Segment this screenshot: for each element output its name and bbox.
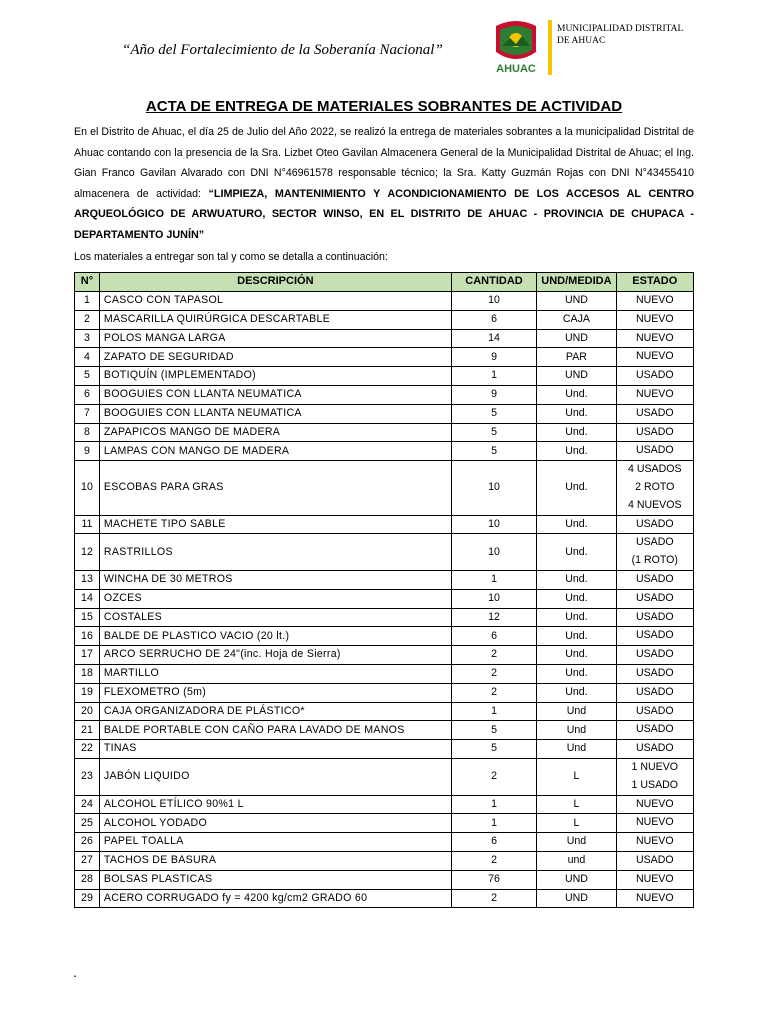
row-status — [616, 461, 693, 515]
row-quantity: 10 — [451, 589, 537, 608]
row-description: MARTILLO — [99, 664, 451, 683]
row-number: 12 — [75, 534, 100, 571]
logo-divider — [548, 20, 552, 75]
status-line: USADO — [635, 591, 674, 604]
row-description: TINAS — [99, 740, 451, 759]
row-status — [616, 664, 693, 683]
status-line: NUEVO — [635, 312, 674, 325]
row-number: 20 — [75, 702, 100, 721]
status-line: USADO — [635, 704, 674, 717]
header-number: N° — [75, 273, 100, 292]
status-line: NUEVO — [635, 350, 674, 363]
row-description: MACHETE TIPO SABLE — [99, 515, 451, 534]
row-quantity: 2 — [451, 758, 537, 795]
row-number: 27 — [75, 851, 100, 870]
row-quantity: 9 — [451, 348, 537, 367]
row-unit: Und. — [537, 608, 616, 627]
table-row — [75, 758, 694, 795]
row-description: POLOS MANGA LARGA — [99, 329, 451, 348]
status-line: USADO — [635, 629, 674, 642]
row-quantity: 76 — [451, 870, 537, 889]
table-row — [75, 889, 694, 908]
row-status — [616, 589, 693, 608]
status-line: USADO — [635, 444, 674, 457]
row-description: BALDE DE PLASTICO VACIO (20 lt.) — [99, 627, 451, 646]
row-quantity: 5 — [451, 404, 537, 423]
row-description: WINCHA DE 30 METROS — [99, 570, 451, 589]
logo-text: AHUAC — [496, 63, 536, 75]
status-line: NUEVO — [635, 797, 674, 810]
row-description: CAJA ORGANIZADORA DE PLÁSTICO* — [99, 702, 451, 721]
row-unit: Und. — [537, 515, 616, 534]
header-quantity: CANTIDAD — [451, 273, 537, 292]
row-number: 3 — [75, 329, 100, 348]
row-number: 1 — [75, 292, 100, 311]
row-unit: CAJA — [537, 310, 616, 329]
row-number: 19 — [75, 683, 100, 702]
status-line: 1 NUEVO — [631, 760, 679, 773]
row-unit: Und. — [537, 664, 616, 683]
row-quantity: 1 — [451, 702, 537, 721]
row-quantity: 2 — [451, 683, 537, 702]
row-description: BALDE PORTABLE CON CAÑO PARA LAVADO DE MANOS — [99, 721, 451, 740]
table-row — [75, 367, 694, 386]
row-status — [616, 442, 693, 461]
header-unit: UND/MEDIDA — [537, 273, 616, 292]
row-description: BOOGUIES CON LLANTA NEUMATICA — [99, 385, 451, 404]
table-row — [75, 515, 694, 534]
table-row — [75, 870, 694, 889]
status-line: USADO — [635, 369, 674, 382]
row-quantity: 1 — [451, 367, 537, 386]
row-number: 16 — [75, 627, 100, 646]
table-row — [75, 329, 694, 348]
row-number: 7 — [75, 404, 100, 423]
row-description: CASCO CON TAPASOL — [99, 292, 451, 311]
table-row — [75, 310, 694, 329]
row-unit: L — [537, 814, 616, 833]
table-row — [75, 404, 694, 423]
row-quantity: 2 — [451, 851, 537, 870]
row-number: 9 — [75, 442, 100, 461]
table-row — [75, 664, 694, 683]
row-status — [616, 385, 693, 404]
status-line: USADO — [635, 406, 674, 419]
row-description: BOOGUIES CON LLANTA NEUMATICA — [99, 404, 451, 423]
status-line: USADO — [635, 648, 674, 661]
table-row — [75, 292, 694, 311]
row-status — [616, 870, 693, 889]
row-status — [616, 627, 693, 646]
row-unit: Und. — [537, 589, 616, 608]
row-status — [616, 721, 693, 740]
intro-paragraph — [74, 122, 694, 246]
status-line: USADO — [635, 536, 674, 549]
row-status — [616, 646, 693, 665]
row-unit: L — [537, 758, 616, 795]
table-row — [75, 461, 694, 515]
row-unit: Und. — [537, 570, 616, 589]
row-unit: Und. — [537, 404, 616, 423]
row-quantity: 2 — [451, 664, 537, 683]
row-status — [616, 814, 693, 833]
row-unit: Und. — [537, 385, 616, 404]
status-line: NUEVO — [635, 387, 674, 400]
status-line: NUEVO — [635, 294, 674, 306]
row-quantity: 9 — [451, 385, 537, 404]
status-line: USADO — [635, 666, 674, 679]
table-row — [75, 423, 694, 442]
status-line: USADO — [635, 685, 674, 698]
row-description: ALCOHOL YODADO — [99, 814, 451, 833]
row-quantity: 14 — [451, 329, 537, 348]
status-line: NUEVO — [635, 835, 674, 848]
table-row — [75, 740, 694, 759]
row-status — [616, 702, 693, 721]
row-description: LAMPAS CON MANGO DE MADERA — [99, 442, 451, 461]
row-description: OZCES — [99, 589, 451, 608]
row-quantity: 12 — [451, 608, 537, 627]
status-line: 1 USADO — [631, 778, 679, 791]
table-row — [75, 570, 694, 589]
row-number: 22 — [75, 740, 100, 759]
activity-name: “LIMPIEZA, MANTENIMIENTO Y ACONDICIONAMIENTO DE LOS ACCESOS AL CENTRO ARQUEOLÓGICO DE ARWUATURO, SECTOR WINSO, EN EL DISTRITO DE AHUAC - PROVINCIA DE CHUPACA - DEPARTAMENTO JUNÍN” — [74, 187, 694, 241]
row-unit: Und. — [537, 534, 616, 571]
row-quantity: 1 — [451, 795, 537, 814]
row-quantity: 10 — [451, 515, 537, 534]
row-status — [616, 851, 693, 870]
table-row — [75, 721, 694, 740]
status-line: USADO — [635, 425, 674, 438]
row-number: 8 — [75, 423, 100, 442]
intro-text: En el Distrito de Ahuac, el día 25 de Julio del Año 2022, se realizó la entrega de materiales sobrantes a la municipalidad Distrital de Ahuac contando con la presencia de la Sra. Lizbet Oteo Gavilan Almacenera General de la Municipalidad Distrital de Ahuac; el Ing. Gian Franco Gavilan Alvarado con DNI N°46961578 responsable técnico; la Sra. Katty Guzmán Rojas con DNI N°43455410 almacenera de actividad: — [74, 126, 694, 200]
row-status — [616, 329, 693, 348]
row-status — [616, 310, 693, 329]
row-unit: Und — [537, 833, 616, 852]
row-status — [616, 833, 693, 852]
status-line: USADO — [635, 572, 674, 585]
row-description: MASCARILLA QUIRÚRGICA DESCARTABLE — [99, 310, 451, 329]
row-unit: UND — [537, 889, 616, 908]
municipality-name: MUNICIPALIDAD DISTRITAL DE AHUAC — [557, 24, 683, 46]
row-unit: UND — [537, 870, 616, 889]
row-description: PAPEL TOALLA — [99, 833, 451, 852]
table-row — [75, 348, 694, 367]
row-unit: Und. — [537, 423, 616, 442]
status-line: NUEVO — [635, 872, 674, 885]
row-unit: Und — [537, 721, 616, 740]
row-unit: Und — [537, 702, 616, 721]
table-row — [75, 589, 694, 608]
row-status — [616, 740, 693, 759]
table-row — [75, 683, 694, 702]
table-row — [75, 851, 694, 870]
status-line: USADO — [635, 742, 674, 755]
row-status — [616, 404, 693, 423]
row-quantity: 5 — [451, 721, 537, 740]
row-number: 28 — [75, 870, 100, 889]
row-number: 17 — [75, 646, 100, 665]
row-number: 25 — [75, 814, 100, 833]
row-description: BOTIQUÍN (IMPLEMENTADO) — [99, 367, 451, 386]
table-row — [75, 833, 694, 852]
row-description: COSTALES — [99, 608, 451, 627]
status-line: (1 ROTO) — [631, 554, 678, 567]
row-unit: UND — [537, 292, 616, 311]
table-row — [75, 814, 694, 833]
row-status — [616, 515, 693, 534]
row-unit: Und. — [537, 461, 616, 515]
row-description: RASTRILLOS — [99, 534, 451, 571]
row-description: BOLSAS PLASTICAS — [99, 870, 451, 889]
municipality-logo — [490, 16, 542, 76]
row-description: ALCOHOL ETÍLICO 90%1 L — [99, 795, 451, 814]
status-line: 4 USADOS — [627, 463, 682, 476]
table-row — [75, 608, 694, 627]
row-status — [616, 758, 693, 795]
row-status — [616, 889, 693, 908]
row-status — [616, 795, 693, 814]
row-description: FLEXOMETRO (5m) — [99, 683, 451, 702]
row-quantity: 2 — [451, 889, 537, 908]
row-number: 4 — [75, 348, 100, 367]
row-quantity: 10 — [451, 292, 537, 311]
status-line: USADO — [635, 517, 674, 530]
row-number: 29 — [75, 889, 100, 908]
row-quantity: 2 — [451, 646, 537, 665]
table-row — [75, 385, 694, 404]
row-status — [616, 534, 693, 571]
row-unit: PAR — [537, 348, 616, 367]
row-quantity: 6 — [451, 627, 537, 646]
materials-table — [74, 272, 694, 908]
status-line: 4 NUEVOS — [627, 498, 682, 511]
table-row — [75, 795, 694, 814]
status-line: NUEVO — [635, 816, 674, 829]
table-row — [75, 646, 694, 665]
header-motto: “Año del Fortalecimiento de la Soberanía Nacional” — [122, 42, 443, 58]
status-line: 2 ROTO — [635, 480, 675, 493]
row-unit: Und. — [537, 683, 616, 702]
table-header-row — [75, 273, 694, 292]
row-unit: Und. — [537, 442, 616, 461]
status-line: NUEVO — [635, 331, 674, 344]
row-status — [616, 292, 693, 311]
row-number: 14 — [75, 589, 100, 608]
materials-intro: Los materiales a entregar son tal y como se detalla a continuación: — [74, 251, 388, 263]
row-unit: Und — [537, 740, 616, 759]
row-number: 2 — [75, 310, 100, 329]
row-description: ZAPAPICOS MANGO DE MADERA — [99, 423, 451, 442]
row-number: 6 — [75, 385, 100, 404]
row-number: 18 — [75, 664, 100, 683]
row-number: 15 — [75, 608, 100, 627]
row-number: 24 — [75, 795, 100, 814]
table-row — [75, 627, 694, 646]
row-quantity: 1 — [451, 570, 537, 589]
row-unit: und — [537, 851, 616, 870]
row-quantity: 6 — [451, 833, 537, 852]
row-quantity: 5 — [451, 423, 537, 442]
row-number: 21 — [75, 721, 100, 740]
document-title: ACTA DE ENTREGA DE MATERIALES SOBRANTES DE ACTIVIDAD — [145, 98, 623, 115]
row-status — [616, 367, 693, 386]
row-description: JABÓN LIQUIDO — [99, 758, 451, 795]
row-unit: UND — [537, 329, 616, 348]
row-number: 26 — [75, 833, 100, 852]
row-description: ESCOBAS PARA GRAS — [99, 461, 451, 515]
status-line: USADO — [635, 723, 674, 736]
header-status: ESTADO — [616, 273, 693, 292]
row-status — [616, 570, 693, 589]
status-line: NUEVO — [635, 891, 674, 904]
row-quantity: 1 — [451, 814, 537, 833]
row-unit: UND — [537, 367, 616, 386]
status-line: USADO — [635, 610, 674, 623]
row-quantity: 6 — [451, 310, 537, 329]
row-quantity: 10 — [451, 534, 537, 571]
table-row — [75, 534, 694, 571]
row-unit: L — [537, 795, 616, 814]
header-description: DESCRIPCIÓN — [99, 273, 451, 292]
row-number: 10 — [75, 461, 100, 515]
row-number: 11 — [75, 515, 100, 534]
table-row — [75, 702, 694, 721]
row-number: 23 — [75, 758, 100, 795]
row-number: 13 — [75, 570, 100, 589]
row-status — [616, 683, 693, 702]
row-description: ZAPATO DE SEGURIDAD — [99, 348, 451, 367]
status-line: USADO — [635, 853, 674, 866]
row-description: TACHOS DE BASURA — [99, 851, 451, 870]
row-quantity: 5 — [451, 442, 537, 461]
row-quantity: 10 — [451, 461, 537, 515]
row-status — [616, 348, 693, 367]
footer-mark: . — [73, 964, 77, 980]
row-status — [616, 608, 693, 627]
row-unit: Und. — [537, 627, 616, 646]
row-status — [616, 423, 693, 442]
row-unit: Und. — [537, 646, 616, 665]
row-description: ACERO CORRUGADO fy = 4200 kg/cm2 GRADO 60 — [99, 889, 451, 908]
row-description: ARCO SERRUCHO DE 24"(inc. Hoja de Sierra) — [99, 646, 451, 665]
row-number: 5 — [75, 367, 100, 386]
table-row — [75, 442, 694, 461]
row-quantity: 5 — [451, 740, 537, 759]
